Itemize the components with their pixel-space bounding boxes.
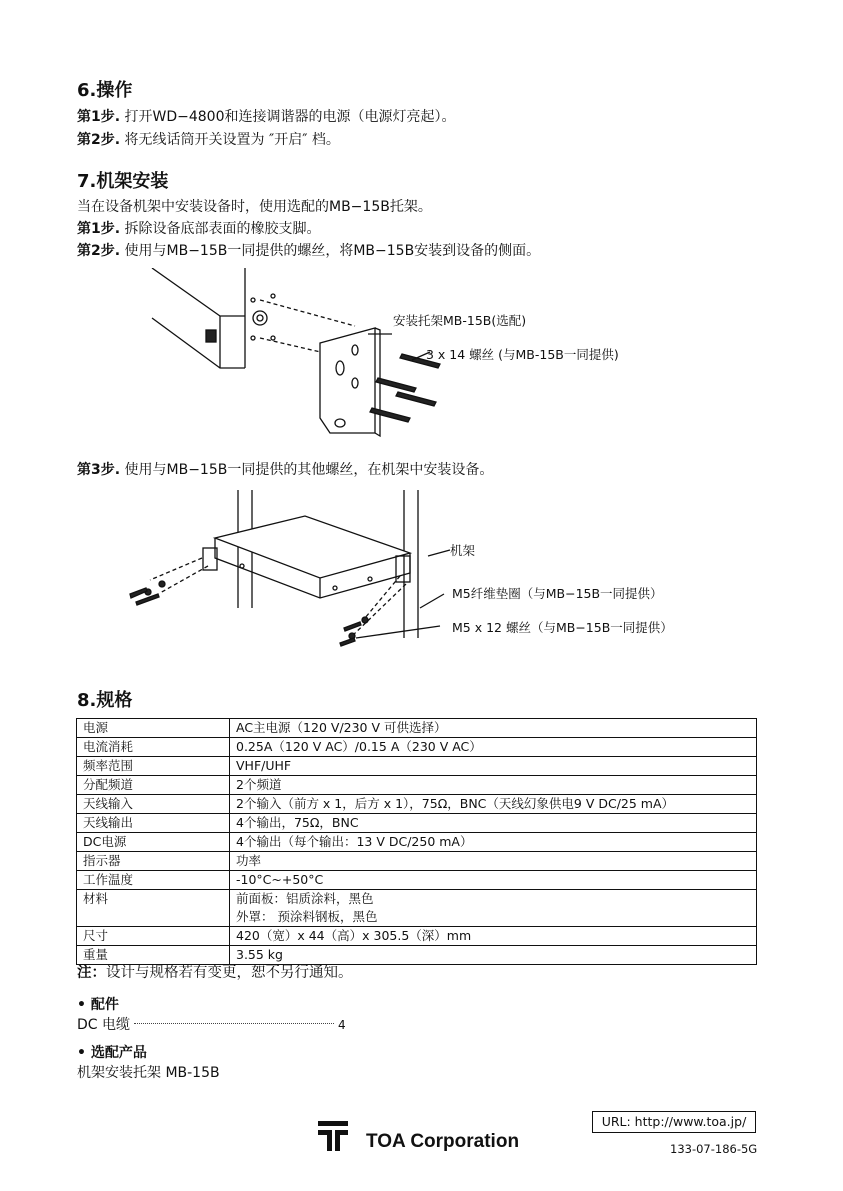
step-text: 打开WD−4800和连接调谐器的电源（电源灯亮起）。 — [124, 109, 456, 125]
spec-value: VHF/UHF — [236, 758, 292, 773]
step-label: 第1步. — [77, 221, 121, 237]
step-text: 拆除设备底部表面的橡胶支脚。 — [124, 221, 321, 237]
toa-logo-icon — [318, 1121, 350, 1153]
spec-table — [76, 718, 757, 965]
spec-value: 2个频道 — [236, 777, 282, 792]
document-number: 133-07-186-5G — [670, 1142, 758, 1156]
spec-key: 天线输出 — [77, 814, 230, 833]
sec7-step2 — [77, 240, 540, 262]
step-text: 将无线话筒开关设置为 ″开启″ 档。 — [124, 132, 340, 148]
table-row — [77, 795, 757, 814]
fig1-label-bracket: 安装托架MB-15B(选配) — [393, 313, 527, 328]
section-8-title: 8.规格 — [77, 690, 133, 711]
spec-value: 功率 — [236, 853, 262, 868]
rack-install-figure — [120, 488, 460, 658]
table-row — [77, 719, 757, 738]
spec-key: 尺寸 — [77, 927, 230, 946]
table-row — [77, 890, 757, 927]
spec-key: 频率范围 — [77, 757, 230, 776]
table-row — [77, 757, 757, 776]
option-item: 机架安装托架 MB-15B — [77, 1065, 220, 1081]
spec-value: 0.25A（120 V AC）/0.15 A（230 V AC） — [236, 739, 482, 754]
bracket-install-figure — [150, 268, 470, 448]
table-row — [77, 738, 757, 757]
spec-value-line: 外罩： 预涂料钢板，黑色 — [236, 909, 378, 924]
step-text: 使用与MB−15B一同提供的螺丝，将MB−15B安装到设备的侧面。 — [124, 243, 541, 259]
accessories-title: • 配件 — [77, 997, 119, 1013]
table-row — [77, 814, 757, 833]
accessory-item — [77, 1014, 346, 1036]
leader-dots — [134, 1023, 334, 1024]
table-row — [77, 871, 757, 890]
sec7-step3 — [77, 459, 493, 481]
spec-value: 420（宽）x 44（高）x 305.5（深）mm — [236, 928, 472, 943]
step-label: 第2步. — [77, 132, 121, 148]
sec6-step1 — [77, 106, 456, 128]
fig2-label-washer: M5纤维垫圈（与MB−15B一同提供） — [452, 586, 663, 601]
step-text: 使用与MB−15B一同提供的其他螺丝，在机架中安装设备。 — [124, 462, 494, 478]
spec-key: 工作温度 — [77, 871, 230, 890]
spec-value: 2个输入（前方 x 1，后方 x 1），75Ω，BNC（天线幻象供电9 V DC/25 mA） — [236, 796, 675, 811]
spec-value: 4个输出（每个输出：13 V DC/250 mA） — [236, 834, 473, 849]
accessory-qty: 4 — [338, 1018, 346, 1032]
spec-value: AC主电源（120 V/230 V 可供选择） — [236, 720, 447, 735]
sec6-step2 — [77, 129, 340, 151]
url-box: URL: http://www.toa.jp/ — [592, 1111, 756, 1133]
spec-value: 4个输出，75Ω，BNC — [236, 815, 359, 830]
spec-value: 3.55 kg — [236, 947, 283, 962]
spec-value: -10°C~+50°C — [236, 872, 324, 887]
spec-key: 材料 — [77, 890, 230, 927]
sec7-step1 — [77, 218, 321, 240]
spec-key: 重量 — [77, 946, 230, 965]
spec-value-line: 前面板：铝质涂料，黑色 — [236, 891, 374, 906]
note-label: 注： — [77, 965, 106, 981]
table-row — [77, 927, 757, 946]
spec-key: DC电源 — [77, 833, 230, 852]
spec-key: 分配频道 — [77, 776, 230, 795]
table-row — [77, 833, 757, 852]
fig2-label-rack: 机架 — [450, 543, 476, 558]
spec-value — [230, 890, 757, 927]
spec-key: 指示器 — [77, 852, 230, 871]
section-6-title: 6.操作 — [77, 80, 133, 101]
spec-key: 电源 — [77, 719, 230, 738]
table-row — [77, 776, 757, 795]
fig2-label-screw: M5 x 12 螺丝（与MB−15B一同提供） — [452, 620, 673, 635]
spec-key: 天线输入 — [77, 795, 230, 814]
note — [77, 962, 353, 984]
table-row — [77, 852, 757, 871]
step-label: 第1步. — [77, 109, 121, 125]
step-label: 第2步. — [77, 243, 121, 259]
step-label: 第3步. — [77, 462, 121, 478]
options-title: • 选配产品 — [77, 1045, 147, 1061]
fig1-label-screws: 3 x 14 螺丝 (与MB-15B一同提供) — [426, 347, 619, 362]
section-7-title: 7.机架安装 — [77, 171, 169, 192]
sec7-intro: 当在设备机架中安装设备时，使用选配的MB−15B托架。 — [77, 199, 432, 215]
spec-key: 电流消耗 — [77, 738, 230, 757]
company-name: TOA Corporation — [366, 1131, 520, 1152]
note-text: 设计与规格若有变更，恕不另行通知。 — [106, 965, 353, 981]
accessory-name: DC 电缆 — [77, 1017, 131, 1033]
